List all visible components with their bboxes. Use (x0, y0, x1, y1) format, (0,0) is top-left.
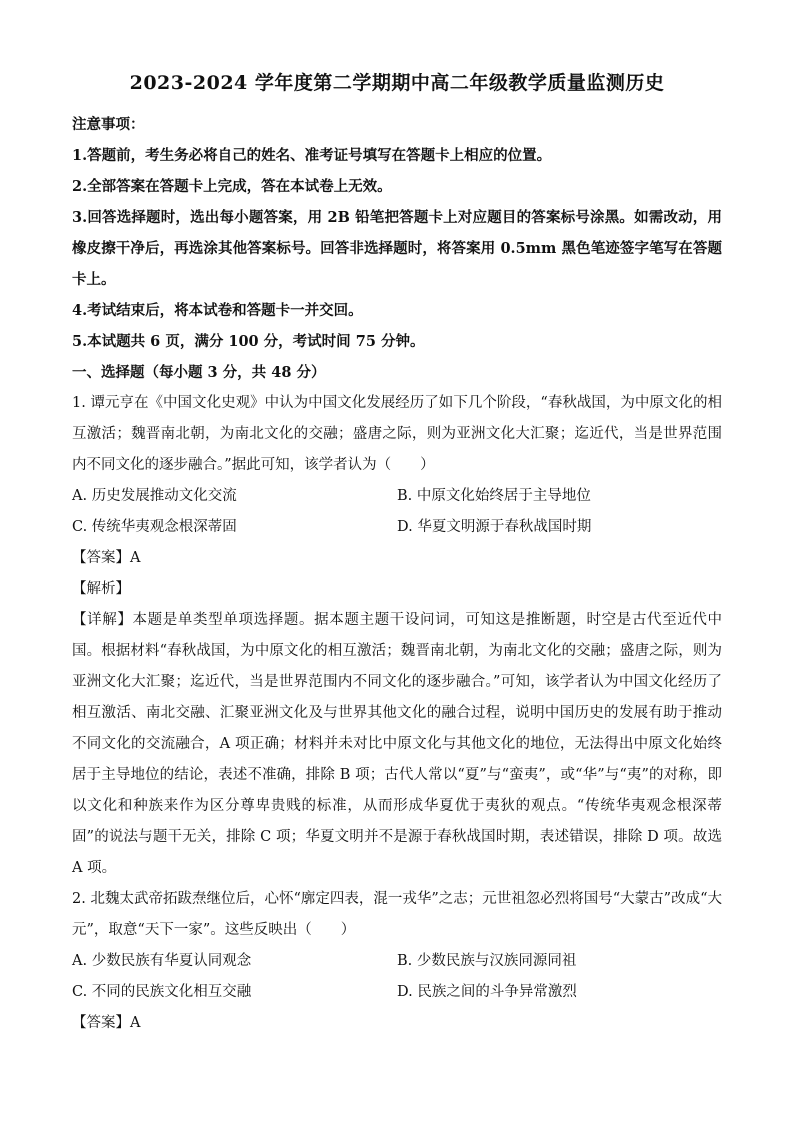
exam-page (72, 68, 722, 1039)
option-b: B. 少数民族与汉族同源同祖 (397, 953, 577, 969)
answer-label: 【答案】A (72, 1015, 141, 1031)
option-c: C. 传统华夷观念根深蒂固 (72, 519, 237, 535)
answer-label: 【答案】A (72, 550, 141, 566)
question-options (72, 481, 722, 543)
question-stem: 1. 谭元亨在《中国文化史观》中认为中国文化发展经历了如下几个阶段，“春秋战国，为中原文化的相互激活；魏晋南北朝，为南北文化的交融；盛唐之际，则为亚洲文化大汇聚；迄近代，当是世界范围内不同文化的逐步融合。”据此可知，该学者认为（ ） (72, 395, 722, 473)
exam-title: 2023-2024 学年度第二学期期中高二年级教学质量监测历史 (129, 72, 665, 94)
question-options (72, 946, 722, 1008)
question-stem: 2. 北魏太武帝拓跋焘继位后，心怀“廓定四表，混一戎华”之志；元世祖忽必烈将国号“大蒙古”改成“大元”，取意“天下一家”。这些反映出（ ） (72, 891, 723, 938)
notice-item: 1.答题前，考生务必将自己的姓名、准考证号填写在答题卡上相应的位置。 (72, 147, 552, 164)
notice-item: 2.全部答案在答题卡上完成，答在本试卷上无效。 (72, 178, 392, 195)
analysis-label: 【解析】 (72, 581, 130, 597)
section-heading: 一、选择题（每小题 3 分，共 48 分） (72, 364, 326, 381)
analysis-detail: 【详解】本题是单类型单项选择题。据本题主题干设问词，可知这是推断题，时空是古代至近代中国。根据材料“春秋战国，为中原文化的相互激活；魏晋南北朝，为南北文化的交融；盛唐之际，则为亚洲文化大汇聚；迄近代，当是世界范围内不同文化的逐步融合。”可知，该学者认为中国文化经历了相互激活、南北交融、汇聚亚洲文化及与世界其他文化的融合过程，说明中国历史的发展有助于推动不同文化的交流融合，A 项正确；材料并未对比中原文化与其他文化的地位，无法得出中原文化始终居于主导地位的结论，表述不准确，排除 B 项；古代人常以“夏”与“蛮夷”，或“华”与“夷”的对称，即以文化和种族来作为区分尊卑贵贱的标准，从而形成华夏优于夷狄的观点。“传统华夷观念根深蒂固”的说法与题干无关，排除 C 项；华夏文明并不是源于春秋战国时期，表述错误，排除 D 项。故选 A 项。 (72, 612, 722, 876)
option-a: A. 少数民族有华夏认同观念 (72, 953, 252, 969)
notice-item: 3.回答选择题时，选出每小题答案，用 2B 铅笔把答题卡上对应题目的答案标号涂黑。如需改动，用橡皮擦干净后，再选涂其他答案标号。回答非选择题时，将答案用 0.5mm 黑色笔迹签字笔写在答题卡上。 (72, 209, 722, 288)
option-c: C. 不同的民族文化相互交融 (72, 984, 252, 1000)
option-b: B. 中原文化始终居于主导地位 (397, 488, 591, 504)
option-a: A. 历史发展推动文化交流 (72, 488, 237, 504)
notice-heading: 注意事项： (72, 116, 145, 133)
option-d: D. 民族之间的斗争异常激烈 (397, 984, 577, 1000)
notice-item: 4.考试结束后，将本试卷和答题卡一并交回。 (72, 302, 363, 319)
option-d: D. 华夏文明源于春秋战国时期 (397, 519, 592, 535)
notice-item: 5.本试题共 6 页，满分 100 分，考试时间 75 分钟。 (72, 333, 425, 350)
